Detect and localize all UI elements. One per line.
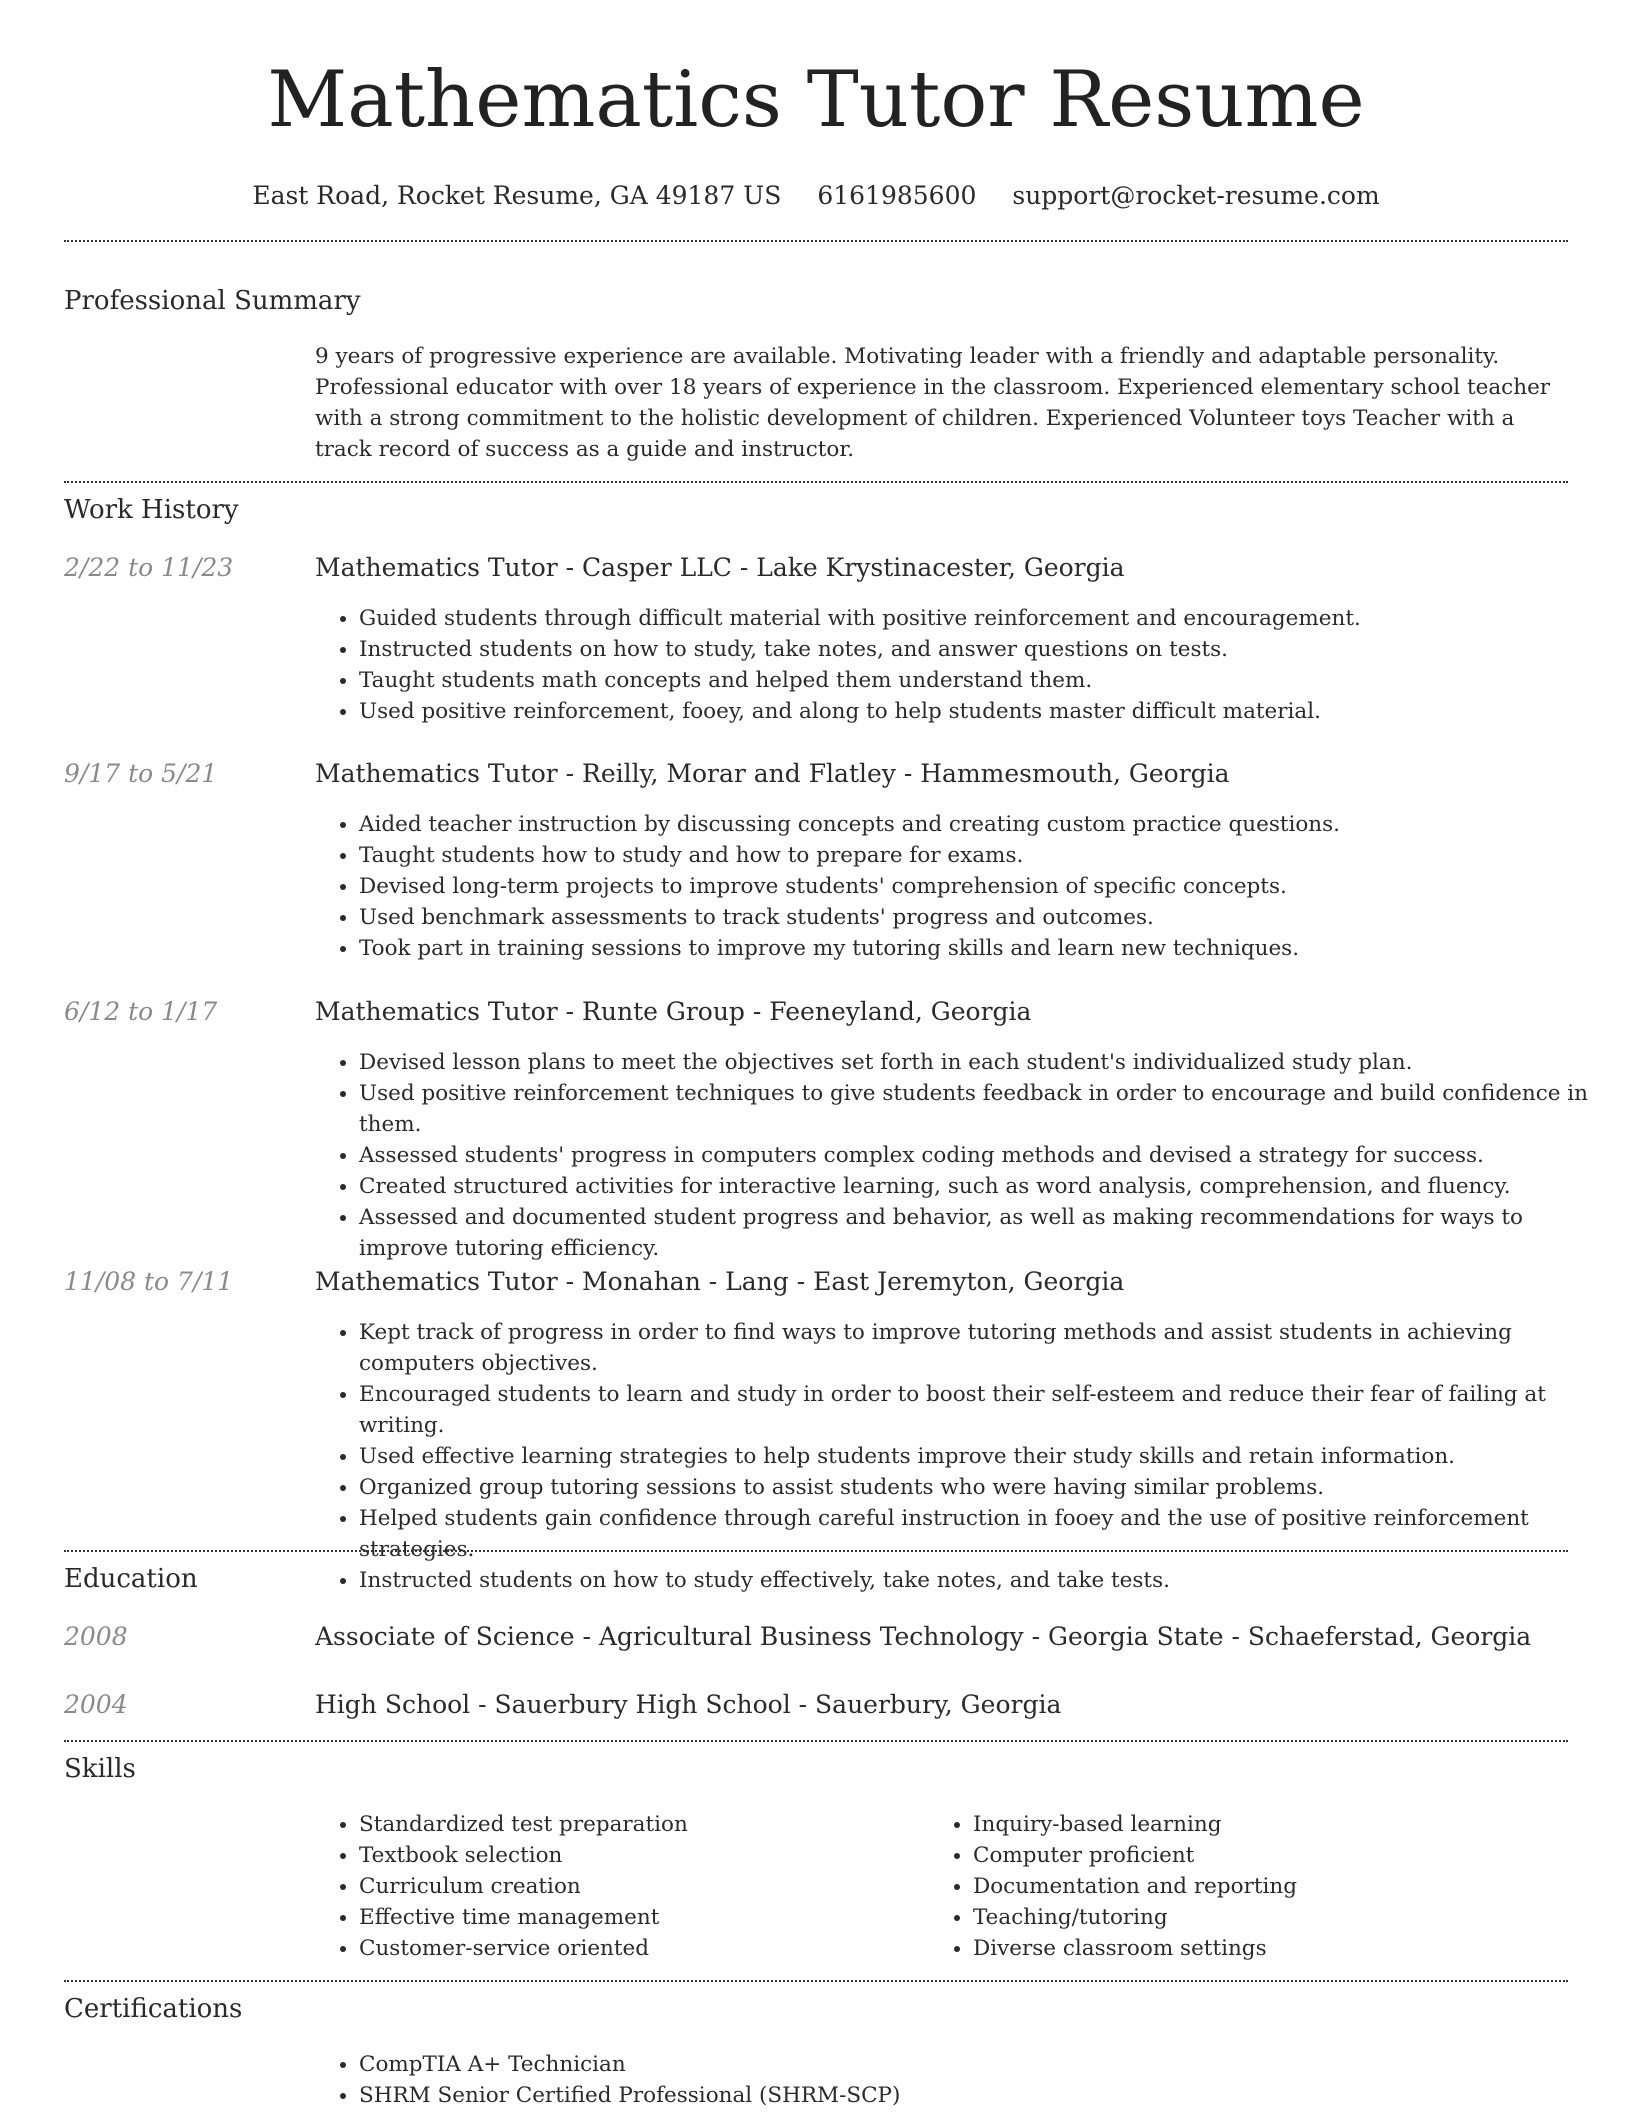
list-item: • Instructed students on how to study effectively, take notes, and take tests. [359, 1565, 1609, 1596]
list-item: • Teaching/tutoring [973, 1902, 1533, 1933]
education-year: 2008 [64, 1622, 128, 1651]
list-item: • Textbook selection [359, 1840, 919, 1871]
list-item: • Documentation and reporting [973, 1871, 1533, 1902]
divider [64, 240, 1568, 242]
list-item: • Computer proficient [973, 1840, 1533, 1871]
divider [64, 1980, 1568, 1982]
resume-header [0, 52, 1632, 214]
list-item: • Diverse classroom settings [973, 1933, 1533, 1964]
job-title: Mathematics Tutor - Reilly, Morar and Flatley - Hammesmouth, Georgia [315, 759, 1230, 788]
list-item: • Taught students how to study and how to prepare for exams. [359, 840, 1609, 871]
section-title-certifications: Certifications [64, 1994, 243, 2024]
list-item: • Used positive reinforcement, fooey, and along to help students master difficult material. [359, 696, 1609, 727]
list-item: • Instructed students on how to study, take notes, and answer questions on tests. [359, 634, 1609, 665]
section-title-education: Education [64, 1564, 198, 1594]
education-entry [315, 1619, 1531, 1655]
list-item: • CompTIA A+ Technician [359, 2049, 1609, 2080]
list-item: • Guided students through difficult material with positive reinforcement and encouragement. [359, 603, 1609, 634]
job-dates: 9/17 to 5/21 [64, 759, 218, 788]
section-title-skills: Skills [64, 1754, 136, 1784]
list-item: • Used positive reinforcement techniques to give students feedback in order to encourage and build confidence in them. [359, 1078, 1609, 1140]
job-title: Mathematics Tutor - Monahan - Lang - East Jeremyton, Georgia [315, 1267, 1125, 1296]
divider [64, 1740, 1568, 1742]
job-title: Mathematics Tutor - Casper LLC - Lake Krystinacester, Georgia [315, 553, 1125, 582]
email-text: support@rocket-resume.com [1012, 181, 1380, 210]
list-item: • Devised lesson plans to meet the objectives set forth in each student's individualized study plan. [359, 1047, 1609, 1078]
degree-name: High School [315, 1690, 471, 1719]
phone-text: 6161985600 [817, 181, 977, 210]
list-item: • Used effective learning strategies to help students improve their study skills and retain information. [359, 1441, 1609, 1472]
list-item: • Standardized test preparation [359, 1809, 919, 1840]
list-item: • Took part in training sessions to improve my tutoring skills and learn new techniques. [359, 933, 1609, 964]
job-bullets [315, 809, 1609, 964]
address-text: East Road, Rocket Resume, GA 49187 US [252, 181, 782, 210]
summary-text: 9 years of progressive experience are available. Motivating leader with a friendly and adaptable personality. Professional educator with over 18 years of experience in the classroom. Experienced elementary school teacher with a strong commitment to the holistic development of children. Experienced Volunteer toys Teacher with a track record of success as a guide and instructor. [315, 344, 1551, 462]
school-info: - Sauerbury High School - Sauerbury, Georgia [470, 1690, 1062, 1719]
divider [64, 481, 1568, 483]
page-title: Mathematics Tutor Resume [267, 55, 1365, 145]
job-title: Mathematics Tutor - Runte Group - Feeneyland, Georgia [315, 997, 1032, 1026]
list-item: • Devised long-term projects to improve students' comprehension of specific concepts. [359, 871, 1609, 902]
list-item: • Organized group tutoring sessions to assist students who were having similar problems. [359, 1472, 1609, 1503]
job-bullets [315, 1317, 1609, 1596]
list-item: • Helped students gain confidence through careful instruction in fooey and the use of positive reinforcement strategies. [359, 1503, 1609, 1565]
list-item: • SHRM Senior Certified Professional (SHRM-SCP) [359, 2080, 1609, 2111]
job-bullets [315, 603, 1609, 727]
degree-name: Associate of Science - Agricultural Business Technology [315, 1622, 1024, 1651]
section-title-summary: Professional Summary [64, 286, 361, 316]
contact-line [0, 178, 1632, 214]
job-dates: 6/12 to 1/17 [64, 997, 218, 1026]
list-item: • Assessed students' progress in computers complex coding methods and devised a strategy for success. [359, 1140, 1609, 1171]
skills-list-left [315, 1809, 919, 1964]
job-bullets [315, 1047, 1609, 1264]
divider [64, 1550, 1568, 1552]
job-dates: 11/08 to 7/11 [64, 1267, 234, 1296]
school-info: - Georgia State - Schaeferstad, Georgia [1023, 1622, 1532, 1651]
job-dates: 2/22 to 11/23 [64, 553, 234, 582]
list-item: • Aided teacher instruction by discussing concepts and creating custom practice questions. [359, 809, 1609, 840]
list-item: • Effective time management [359, 1902, 919, 1933]
list-item: • Curriculum creation [359, 1871, 919, 1902]
section-title-work: Work History [64, 495, 239, 525]
list-item: • Inquiry-based learning [973, 1809, 1533, 1840]
list-item: • Taught students math concepts and helped them understand them. [359, 665, 1609, 696]
list-item: • Created structured activities for interactive learning, such as word analysis, comprehension, and fluency. [359, 1171, 1609, 1202]
list-item: • Used benchmark assessments to track students' progress and outcomes. [359, 902, 1609, 933]
skills-list-right [929, 1809, 1533, 1964]
list-item: • Customer-service oriented [359, 1933, 919, 1964]
education-entry [315, 1687, 1061, 1723]
list-item: • Kept track of progress in order to find ways to improve tutoring methods and assist students in achieving computers objectives. [359, 1317, 1609, 1379]
list-item: • Encouraged students to learn and study in order to boost their self-esteem and reduce their fear of failing at writing. [359, 1379, 1609, 1441]
list-item: • Assessed and documented student progress and behavior, as well as making recommendations for ways to improve tutoring efficiency. [359, 1202, 1609, 1264]
education-year: 2004 [64, 1690, 128, 1719]
certifications-list [315, 2049, 1609, 2111]
